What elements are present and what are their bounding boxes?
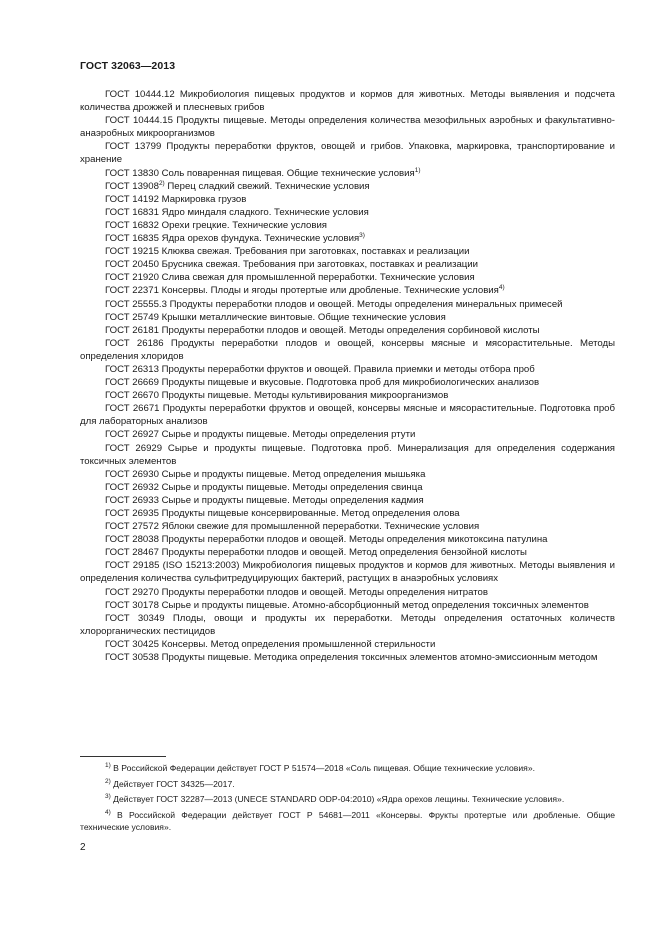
footnotes bbox=[80, 762, 615, 837]
list-item: ГОСТ 26186 Продукты переработки плодов и овощей, консервы мясные и мясорастительные. Методы определения хлоридов bbox=[80, 337, 616, 362]
list-item: ГОСТ 26181 Продукты переработки плодов и овощей. Методы определения сорбиновой кислоты bbox=[105, 324, 540, 336]
footnote-ref: 1) bbox=[414, 166, 421, 174]
list-item: ГОСТ 14192 Маркировка грузов bbox=[105, 193, 247, 205]
list-item: ГОСТ 29185 (ISO 15213:2003) Микробиология пищевых продуктов и кормов для животных. Методы выявления и определения количества сульфитредуцирующих бактерий, растущих в анаэробных условиях bbox=[80, 560, 615, 585]
list-item: ГОСТ 30178 Сырье и продукты пищевые. Атомно-абсорбционный метод определения токсичных элементов bbox=[105, 599, 589, 611]
footnote: $^{3)}$ Действует ГОСТ 32287—2013 (UNECE STANDARD ODP-04:2010) «Ядра орехов лещины. Технические условия». bbox=[105, 793, 565, 805]
list-item: ГОСТ 10444.15 Продукты пищевые. Методы определения количества мезофильных аэробных и факультативно-анаэробных микроорганизмов bbox=[80, 115, 615, 140]
list-item: ГОСТ 28038 Продукты переработки плодов и овощей. Методы определения микотоксина патулина bbox=[105, 534, 548, 546]
list-item: ГОСТ 26927 Сырье и продукты пищевые. Методы определения ртути bbox=[105, 429, 416, 441]
list-item: ГОСТ 26313 Продукты переработки фруктов и овощей. Правила приемки и методы отбора проб bbox=[105, 363, 535, 375]
list-item: ГОСТ 30425 Консервы. Метод определения промышленной стерильности bbox=[105, 638, 436, 650]
list-item: ГОСТ 26929 Сырье и продукты пищевые. Подготовка проб. Минерализация для определения содержания токсичных элементов bbox=[80, 442, 616, 467]
footnote: $^{1)}$ В Российской Федерации действует ГОСТ Р 51574—2018 «Соль пищевая. Общие технические условия». bbox=[105, 762, 535, 773]
list-item: ГОСТ 26933 Сырье и продукты пищевые. Методы определения кадмия bbox=[105, 494, 424, 506]
footnote-ref: 3) bbox=[359, 232, 365, 240]
list-item: ГОСТ 26669 Продукты пищевые и вкусовые. Подготовка проб для микробиологических анализов bbox=[105, 377, 540, 389]
list-item: ГОСТ 19215 Клюква свежая. Требования при заготовках, поставках и реализации bbox=[105, 246, 470, 258]
normative-references-list bbox=[80, 88, 615, 664]
list-item: ГОСТ 25555.3 Продукты переработки плодов и овощей. Методы определения минеральных примесей bbox=[105, 298, 563, 310]
footnote: $^{4)}$ В Российской Федерации действует ГОСТ Р 54681—2011 «Консервы. Фрукты протертые или дробленые. Общие технические условия». bbox=[80, 809, 616, 833]
list-item: ГОСТ 13830 Соль поваренная пищевая. Общие технические условия$^{1)}$ bbox=[105, 166, 421, 179]
list-item: ГОСТ 16835 Ядра орехов фундука. Технические условия$^{3)}$ bbox=[105, 232, 365, 245]
list-item: ГОСТ 13908$^{2)}$ Перец сладкий свежий. Технические условия bbox=[105, 179, 370, 192]
list-item: ГОСТ 26930 Сырье и продукты пищевые. Метод определения мышьяка bbox=[105, 468, 426, 480]
footnote-divider bbox=[80, 756, 166, 757]
list-item: ГОСТ 26671 Продукты переработки фруктов и овощей, консервы мясные и мясорастительные. Подготовка проб для лабораторных анализов bbox=[80, 403, 615, 428]
list-item: ГОСТ 25749 Крышки металлические винтовые. Общие технические условия bbox=[105, 311, 446, 323]
page-number: 2 bbox=[80, 842, 86, 853]
list-item: ГОСТ 13799 Продукты переработки фруктов, овощей и грибов. Упаковка, маркировка, транспортирование и хранение bbox=[80, 141, 615, 166]
list-item: ГОСТ 26935 Продукты пищевые консервированные. Метод определения олова bbox=[105, 508, 460, 519]
list-item: ГОСТ 29270 Продукты переработки плодов и овощей. Методы определения нитратов bbox=[105, 586, 488, 598]
footnote-ref: 2) bbox=[158, 179, 165, 187]
list-item: ГОСТ 21920 Слива свежая для промышленной переработки. Технические условия bbox=[105, 272, 475, 284]
list-item: ГОСТ 26932 Сырье и продукты пищевые. Методы определения свинца bbox=[105, 481, 423, 493]
list-item: ГОСТ 16831 Ядро миндаля сладкого. Технические условия bbox=[105, 206, 369, 218]
list-item: ГОСТ 10444.12 Микробиология пищевых продуктов и кормов для животных. Методы выявления и подсчета количества дрожжей и плесневых грибов bbox=[80, 89, 615, 114]
list-item: ГОСТ 20450 Брусника свежая. Требования при заготовках, поставках и реализации bbox=[105, 259, 479, 271]
list-item: ГОСТ 22371 Консервы. Плоды и ягоды протертые или дробленые. Технические условия$^{4)}$ bbox=[105, 284, 505, 297]
list-item: ГОСТ 28467 Продукты переработки плодов и овощей. Метод определения бензойной кислоты bbox=[105, 547, 527, 559]
list-item: ГОСТ 16832 Орехи грецкие. Технические условия bbox=[105, 219, 328, 231]
list-item: ГОСТ 26670 Продукты пищевые. Методы культивирования микроорганизмов bbox=[105, 390, 449, 402]
document-header: ГОСТ 32063—2013 bbox=[80, 60, 176, 72]
footnote-ref: 4) bbox=[498, 284, 505, 292]
list-item: ГОСТ 30349 Плоды, овощи и продукты их переработки. Методы определения остаточных количеств хлорорганических пестицидов bbox=[80, 612, 616, 637]
list-item: ГОСТ 27572 Яблоки свежие для промышленной переработки. Технические условия bbox=[105, 521, 480, 533]
list-item: ГОСТ 30538 Продукты пищевые. Методика определения токсичных элементов атомно-эмиссионным методом bbox=[105, 652, 598, 664]
footnote: $^{2)}$ Действует ГОСТ 34325—2017. bbox=[105, 777, 235, 789]
